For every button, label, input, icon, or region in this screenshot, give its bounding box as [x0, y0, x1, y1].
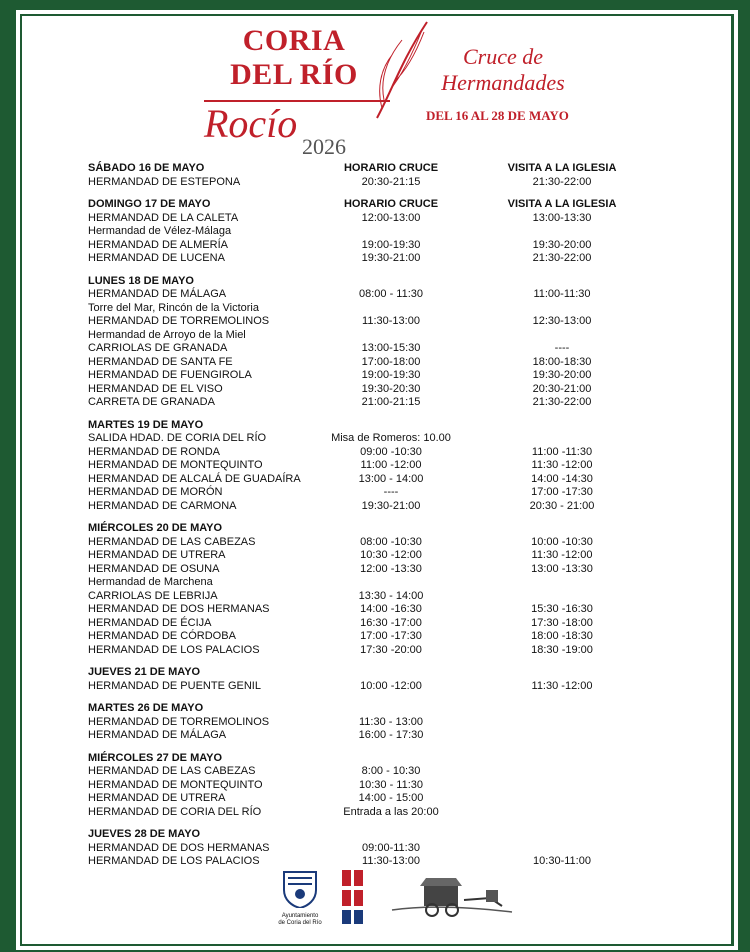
hermandad-name: HERMANDAD DE LOS PALACIOS — [88, 855, 260, 867]
horario-cruce: 21:00-21:15 — [361, 396, 421, 408]
horario-cruce: 10:30 - 11:30 — [358, 778, 423, 791]
schedule-row — [88, 288, 668, 302]
horario-cruce: 08:00 -10:30 — [360, 535, 422, 548]
hermandad-name: HERMANDAD DE SANTA FE — [88, 355, 233, 368]
visita-iglesia: 15:30 -16:30 — [531, 603, 593, 615]
horario-cruce: 11:30 - 13:00 — [358, 715, 423, 728]
coria-brand-icon — [340, 868, 366, 926]
horario-cruce: 17:00-18:00 — [361, 355, 421, 368]
column-header-visita — [456, 828, 668, 842]
hermandad-name: HERMANDAD DE ÉCIJA — [88, 616, 212, 629]
visita-iglesia: 11:30 -12:00 — [531, 549, 593, 561]
visita-iglesia — [456, 842, 668, 856]
visita-iglesia: 11:00-11:30 — [533, 288, 591, 300]
title-coria-line1: CORIA — [242, 24, 346, 57]
hermandad-name: HERMANDAD DE TORREMOLINOS — [88, 315, 270, 327]
subtitle-cruce-line1: Cruce de — [462, 44, 544, 69]
column-header-visita — [456, 522, 668, 536]
horario-cruce: 19:30-21:00 — [361, 252, 421, 264]
horario-cruce: 12:00-13:00 — [361, 211, 421, 224]
schedule-row — [88, 630, 668, 644]
visita-iglesia: 13:00 -13:30 — [531, 562, 593, 575]
horario-cruce: 10:30 -12:00 — [360, 549, 422, 561]
day-header-row — [88, 828, 668, 842]
hermandad-name: HERMANDAD DE RONDA — [88, 445, 221, 458]
hermandad-name: HERMANDAD DE OSUNA — [88, 562, 220, 575]
day-block — [88, 666, 668, 693]
visita-iglesia — [456, 716, 668, 730]
day-block — [88, 162, 668, 189]
column-header-cruce: HORARIO CRUCE — [343, 162, 439, 174]
schedule-row — [88, 806, 668, 820]
horario-cruce: Misa de Romeros: 10.00 — [331, 432, 451, 444]
schedule-row — [88, 252, 668, 266]
day-title: DOMINGO 17 DE MAYO — [88, 198, 211, 210]
schedule-row — [88, 563, 668, 577]
day-title: MIÉRCOLES 20 DE MAYO — [88, 522, 223, 534]
hermandad-name: HERMANDAD DE LUCENA — [88, 252, 225, 264]
horario-cruce: 17:00 -17:30 — [360, 630, 422, 642]
day-block — [88, 419, 668, 514]
schedule-row — [88, 212, 668, 226]
hermandad-name: HERMANDAD DE CARMONA — [88, 499, 237, 512]
hermandad-name: HERMANDAD DE DOS HERMANAS — [88, 603, 270, 615]
column-header-visita — [456, 702, 668, 716]
column-header-visita: VISITA A LA IGLESIA — [507, 162, 617, 174]
hermandad-name: HERMANDAD DE ALCALÁ DE GUADAÍRA — [88, 472, 301, 485]
hermandad-name: HERMANDAD DE UTRERA — [88, 549, 226, 561]
schedule-row — [88, 603, 668, 617]
date-range: DEL 16 AL 28 DE MAYO — [426, 108, 569, 123]
column-header-cruce — [326, 828, 456, 842]
visita-iglesia: 18:30 -19:00 — [531, 643, 593, 656]
hermandad-name: HERMANDAD DE TORREMOLINOS — [88, 715, 270, 728]
column-header-cruce — [326, 275, 456, 289]
column-header-visita — [456, 752, 668, 766]
ayuntamiento-logo — [278, 868, 322, 927]
day-header-row — [88, 275, 668, 289]
visita-iglesia — [456, 576, 668, 590]
hermandad-name: HERMANDAD DE MONTEQUINTO — [88, 459, 263, 471]
horario-cruce: 16:00 - 17:30 — [358, 729, 424, 741]
visita-iglesia — [456, 779, 668, 793]
title-coria — [204, 24, 384, 92]
schedule-row — [88, 446, 668, 460]
schedule-row — [88, 459, 668, 473]
hermandad-name: HERMANDAD DE LAS CABEZAS — [88, 535, 256, 548]
hermandad-name: HERMANDAD DE LOS PALACIOS — [88, 643, 260, 656]
schedule-row — [88, 176, 668, 190]
schedule-row — [88, 225, 668, 239]
column-header-visita — [456, 419, 668, 433]
day-header-row — [88, 702, 668, 716]
schedule-row — [88, 396, 668, 410]
schedule-row — [88, 239, 668, 253]
hermandad-name: CARRETA DE GRANADA — [88, 396, 215, 408]
horario-cruce: 20:30-21:15 — [361, 175, 421, 188]
horario-cruce: 10:00 -12:00 — [360, 679, 422, 692]
visita-iglesia: 20:30 - 21:00 — [529, 499, 595, 512]
hermandad-name: HERMANDAD DE ALMERÍA — [88, 238, 228, 251]
horario-cruce — [326, 225, 456, 239]
day-title: JUEVES 28 DE MAYO — [88, 828, 201, 840]
schedule-row — [88, 729, 668, 743]
schedule-row — [88, 617, 668, 631]
horario-cruce: 19:30-21:00 — [361, 499, 421, 512]
day-block — [88, 752, 668, 820]
visita-iglesia: 10:30-11:00 — [533, 855, 591, 867]
horario-cruce: 11:30-13:00 — [362, 315, 420, 327]
city-crest-icon — [278, 868, 322, 908]
schedule-row — [88, 383, 668, 397]
schedule-row — [88, 473, 668, 487]
horario-cruce: 16:30 -17:00 — [360, 616, 422, 629]
visita-iglesia — [456, 590, 668, 604]
day-header-row — [88, 419, 668, 433]
day-title: JUEVES 21 DE MAYO — [88, 666, 201, 678]
visita-iglesia: 10:00 -10:30 — [531, 535, 593, 548]
hermandad-name: HERMANDAD DE PUENTE GENIL — [88, 679, 261, 692]
column-header-visita: VISITA A LA IGLESIA — [507, 198, 617, 210]
horario-cruce: 13:30 - 14:00 — [358, 589, 424, 602]
visita-iglesia: 19:30-20:00 — [532, 238, 592, 251]
schedule-row — [88, 549, 668, 563]
horario-cruce: 14:00 - 15:00 — [358, 792, 424, 804]
hermandad-name: HERMANDAD DE ESTEPONA — [88, 175, 241, 188]
title-year: 2026 — [302, 134, 346, 159]
visita-iglesia: ---- — [554, 342, 570, 354]
hermandad-name: HERMANDAD DE DOS HERMANAS — [88, 841, 270, 854]
column-header-visita — [456, 666, 668, 680]
hermandad-name: SALIDA HDAD. DE CORIA DEL RÍO — [88, 432, 267, 444]
visita-iglesia: 18:00-18:30 — [532, 355, 592, 368]
horario-cruce — [326, 329, 456, 343]
hermandad-name: Torre del Mar, Rincón de la Victoria — [88, 301, 259, 314]
ayuntamiento-text-1: Ayuntamiento — [281, 913, 319, 919]
schedule-row — [88, 329, 668, 343]
schedule-row — [88, 576, 668, 590]
hermandad-name: Hermandad de Vélez-Málaga — [88, 225, 232, 237]
horario-cruce: 13:00-15:30 — [361, 342, 421, 354]
horario-cruce — [326, 576, 456, 590]
hermandad-name: HERMANDAD DE LAS CABEZAS — [88, 765, 256, 777]
hermandad-name: Hermandad de Arroyo de la Miel — [88, 328, 246, 341]
title-rocio: Rocío — [204, 101, 298, 146]
day-title: MARTES 19 DE MAYO — [88, 418, 204, 431]
schedule-row — [88, 779, 668, 793]
subtitle-cruce — [418, 44, 588, 96]
day-header-row — [88, 522, 668, 536]
horario-cruce: Entrada a las 20:00 — [343, 805, 439, 818]
column-header-visita — [456, 275, 668, 289]
hermandad-name: HERMANDAD DE MONTEQUINTO — [88, 778, 263, 791]
day-title: SÁBADO 16 DE MAYO — [88, 162, 205, 174]
visita-iglesia — [456, 765, 668, 779]
visita-iglesia: 12:30-13:00 — [532, 315, 592, 327]
horario-cruce: 19:30-20:30 — [361, 382, 421, 395]
day-block — [88, 828, 668, 869]
visita-iglesia: 21:30-22:00 — [532, 175, 592, 188]
schedule — [88, 162, 668, 878]
visita-iglesia: 17:30 -18:00 — [531, 616, 593, 629]
horario-cruce: 14:00 -16:30 — [360, 603, 422, 615]
schedule-row — [88, 302, 668, 316]
visita-iglesia: 18:00 -18:30 — [531, 630, 593, 642]
day-block — [88, 702, 668, 743]
schedule-row — [88, 369, 668, 383]
coria-del-rio-logo — [340, 868, 366, 931]
schedule-row — [88, 536, 668, 550]
visita-iglesia: 11:30 -12:00 — [531, 679, 593, 692]
visita-iglesia — [456, 792, 668, 806]
horario-cruce: 12:00 -13:30 — [360, 562, 422, 575]
visita-iglesia: 11:30 -12:00 — [531, 459, 593, 471]
visita-iglesia: 14:00 -14:30 — [531, 472, 593, 485]
horario-cruce: 11:00 -12:00 — [360, 459, 422, 471]
column-header-cruce — [326, 666, 456, 680]
schedule-row — [88, 432, 668, 446]
schedule-row — [88, 842, 668, 856]
visita-iglesia — [456, 432, 668, 446]
hermandad-name: HERMANDAD DE UTRERA — [88, 792, 226, 804]
visita-iglesia: 13:00-13:30 — [532, 211, 592, 224]
horario-cruce: ---- — [383, 486, 399, 498]
schedule-row — [88, 315, 668, 329]
schedule-row — [88, 590, 668, 604]
column-header-cruce — [326, 752, 456, 766]
horario-cruce: 8:00 - 10:30 — [361, 765, 421, 777]
schedule-row — [88, 680, 668, 694]
visita-iglesia — [456, 225, 668, 239]
visita-iglesia: 19:30-20:00 — [532, 369, 592, 381]
visita-iglesia — [456, 329, 668, 343]
day-header-row — [88, 666, 668, 680]
horario-cruce — [326, 302, 456, 316]
schedule-row — [88, 765, 668, 779]
column-header-cruce — [326, 522, 456, 536]
schedule-row — [88, 500, 668, 514]
column-header-cruce: HORARIO CRUCE — [343, 198, 439, 210]
ayuntamiento-text-2: de Coria del Río — [278, 920, 322, 926]
day-title: LUNES 18 DE MAYO — [88, 274, 194, 287]
schedule-row — [88, 644, 668, 658]
day-header-row — [88, 198, 668, 212]
horario-cruce: 19:00-19:30 — [361, 238, 421, 251]
day-block — [88, 522, 668, 657]
schedule-row — [88, 486, 668, 500]
hermandad-name: CARRIOLAS DE GRANADA — [88, 342, 228, 354]
hermandad-name: HERMANDAD DE LA CALETA — [88, 211, 239, 224]
visita-iglesia — [456, 729, 668, 743]
visita-iglesia — [456, 806, 668, 820]
column-header-cruce — [326, 702, 456, 716]
horario-cruce: 09:00 -10:30 — [360, 445, 422, 458]
visita-iglesia: 21:30-22:00 — [532, 396, 592, 408]
horario-cruce: 08:00 - 11:30 — [358, 288, 423, 300]
hermandad-name: Hermandad de Marchena — [88, 576, 213, 588]
day-block — [88, 275, 668, 410]
schedule-row — [88, 356, 668, 370]
horario-cruce: 19:00-19:30 — [361, 369, 421, 381]
day-title: MARTES 26 DE MAYO — [88, 702, 204, 714]
schedule-row — [88, 716, 668, 730]
title-coria-line2: DEL RÍO — [230, 58, 358, 91]
visita-iglesia: 17:00 -17:30 — [531, 486, 593, 498]
visita-iglesia: 21:30-22:00 — [532, 252, 592, 264]
hermandad-name: HERMANDAD DE MORÓN — [88, 486, 223, 498]
day-title: MIÉRCOLES 27 DE MAYO — [88, 751, 223, 764]
column-header-cruce — [326, 419, 456, 433]
subtitle-cruce-line2: Hermandades — [441, 70, 565, 95]
horario-cruce: 09:00-11:30 — [362, 841, 420, 854]
day-block — [88, 198, 668, 266]
carriage-illustration-icon — [390, 876, 514, 922]
schedule-row — [88, 855, 668, 869]
hermandad-name: HERMANDAD DE CÓRDOBA — [88, 630, 236, 642]
schedule-row — [88, 342, 668, 356]
day-header-row — [88, 752, 668, 766]
schedule-row — [88, 792, 668, 806]
horario-cruce: 11:30-13:00 — [362, 855, 420, 867]
hermandad-name: HERMANDAD DE MÁLAGA — [88, 729, 227, 741]
day-header-row — [88, 162, 668, 176]
hermandad-name: HERMANDAD DE MÁLAGA — [88, 288, 227, 300]
visita-iglesia: 11:00 -11:30 — [531, 445, 593, 458]
hermandad-name: CARRIOLAS DE LEBRIJA — [88, 589, 218, 602]
horario-cruce: 13:00 - 14:00 — [358, 472, 424, 485]
visita-iglesia — [456, 302, 668, 316]
hermandad-name: HERMANDAD DE CORIA DEL RÍO — [88, 805, 262, 818]
visita-iglesia: 20:30-21:00 — [532, 382, 592, 395]
hermandad-name: HERMANDAD DE EL VISO — [88, 382, 223, 395]
horario-cruce: 17:30 -20:00 — [360, 643, 422, 656]
hermandad-name: HERMANDAD DE FUENGIROLA — [88, 369, 252, 381]
